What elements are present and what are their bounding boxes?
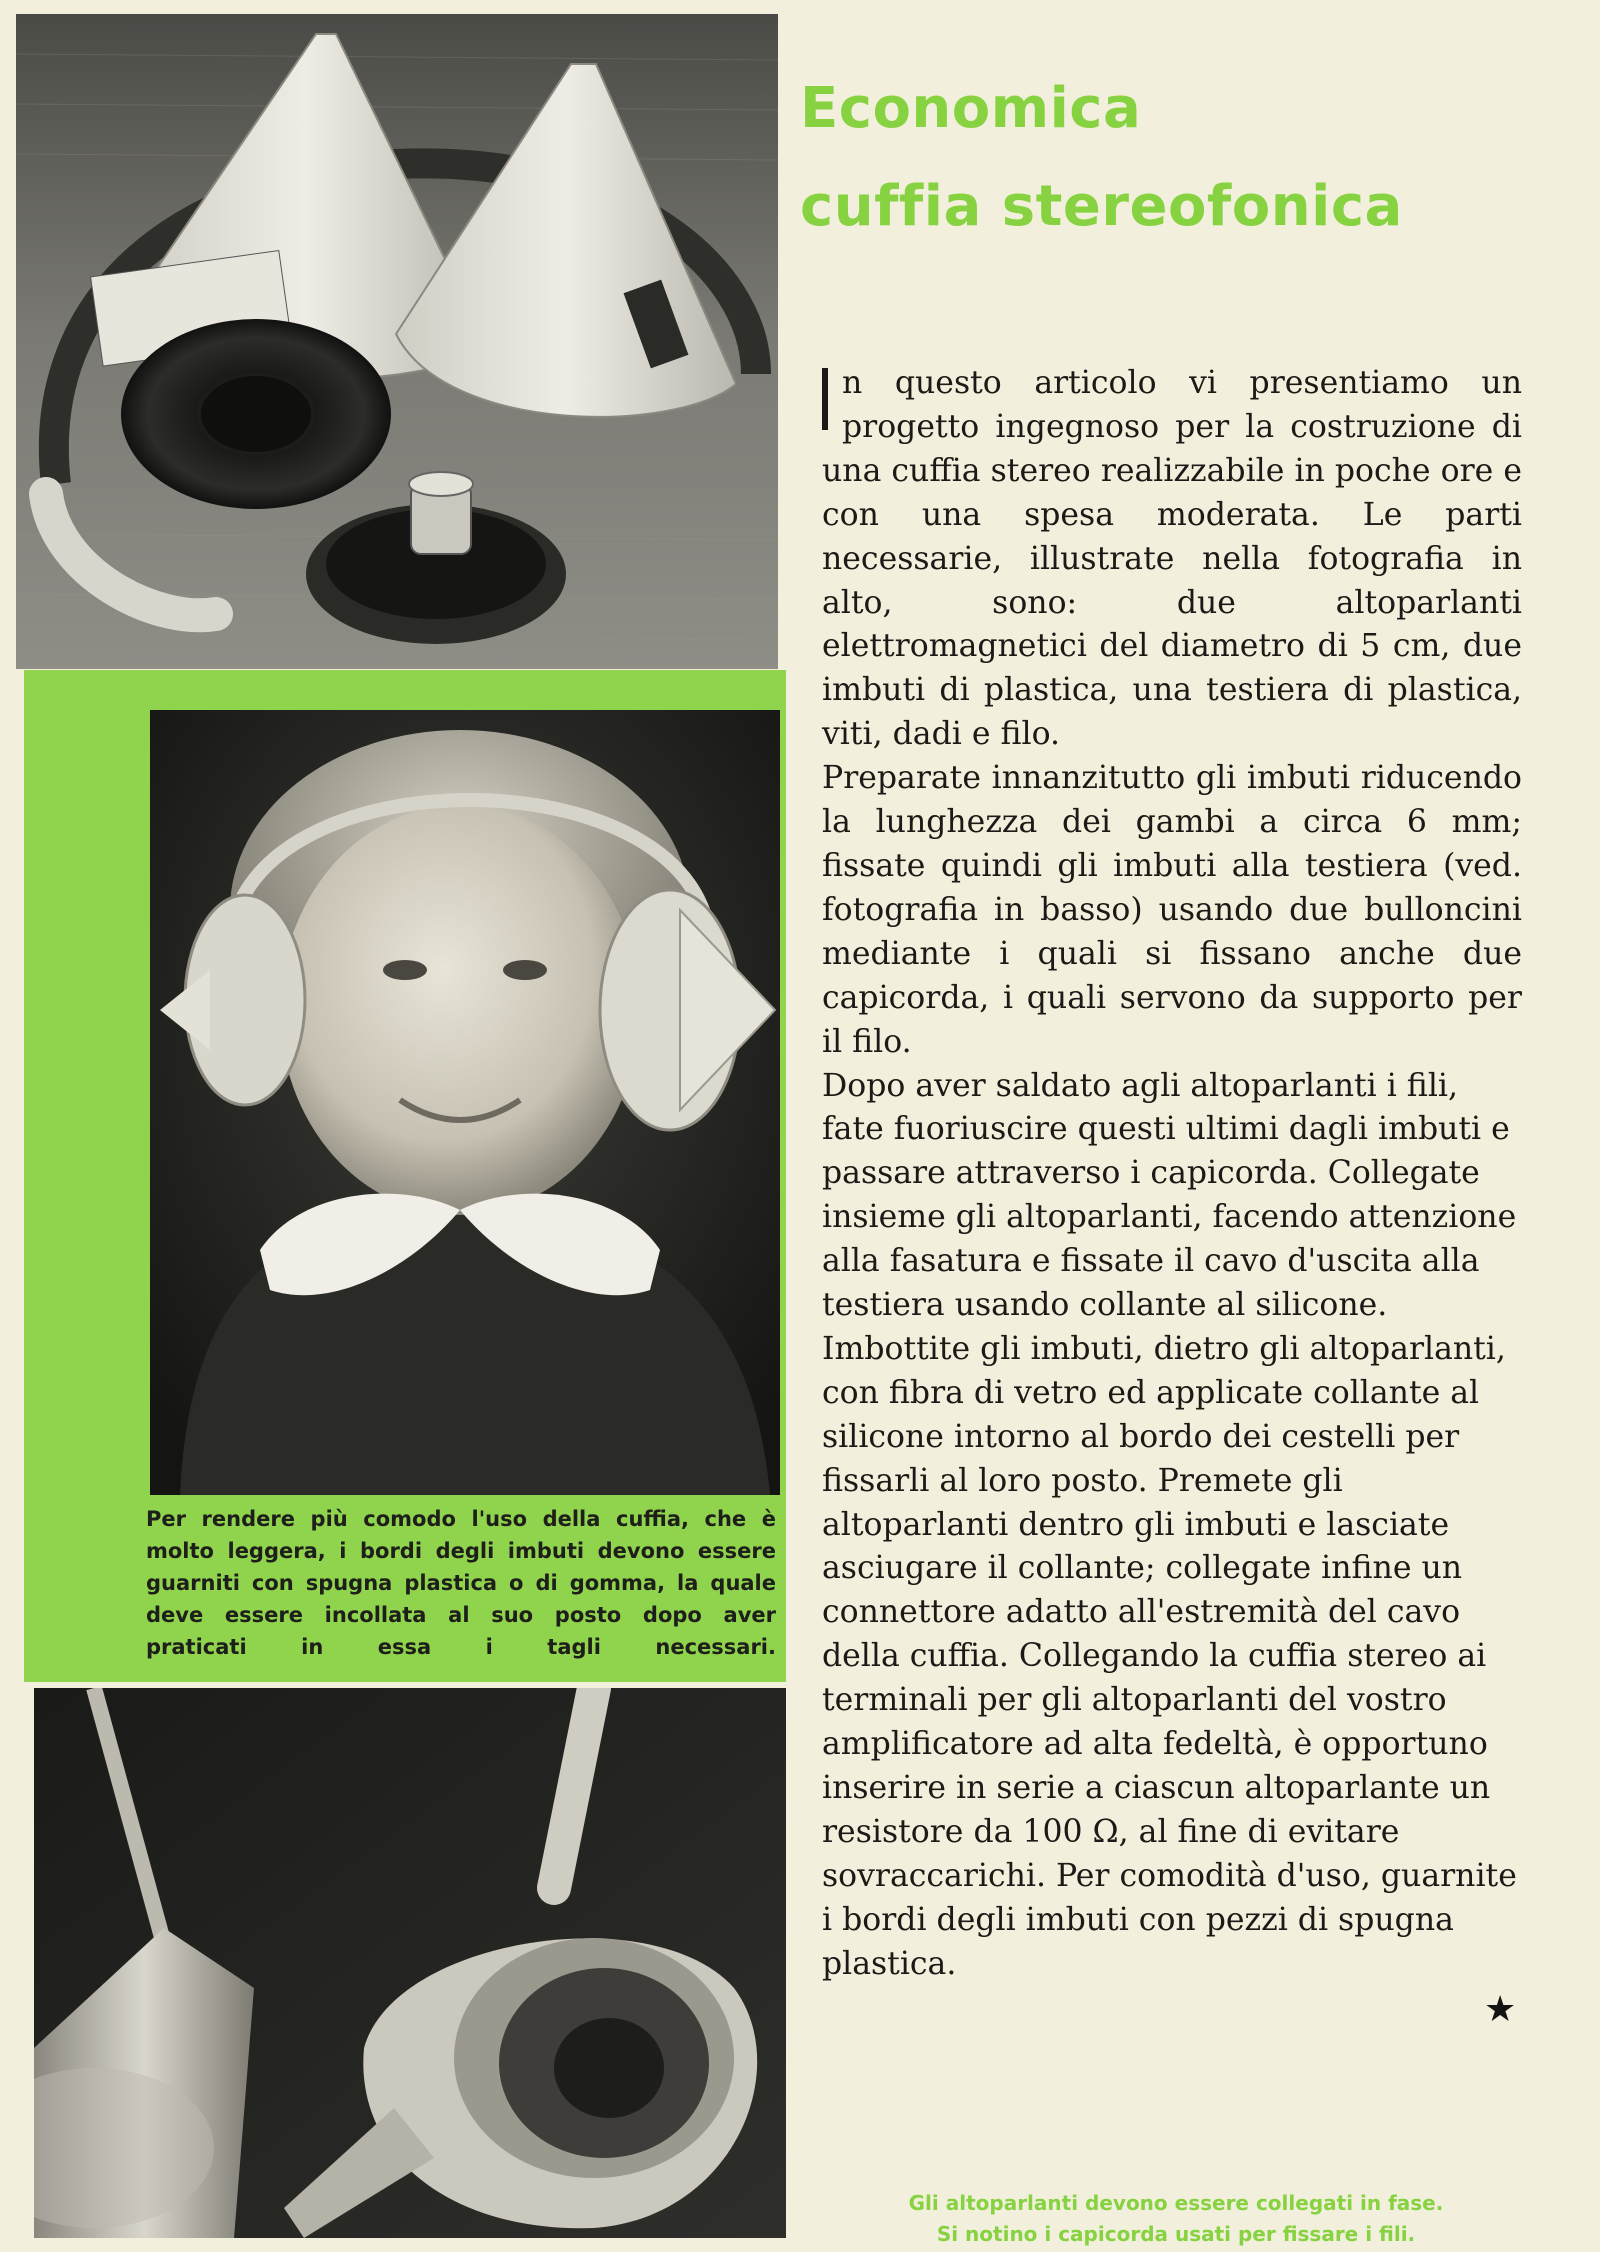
funnels-speakers-photo: [16, 14, 778, 669]
child-headphones-photo: [150, 710, 780, 1495]
paragraph-2: Preparate innanzitutto gli imbuti riducendo la lunghezza dei gambi a circa 6 mm; fissate quindi gli imbuti alla testiera (ved. fotografia in basso) usando due bulloncini mediante i quali si fissano anche due capicorda, i quali servono da supporto per il filo.: [822, 760, 1522, 1060]
end-of-article-star-icon: ★: [1484, 1989, 1517, 2030]
article-title: [800, 60, 1403, 256]
bottom-caption-line-1: Gli altoparlanti devono essere collegati in fase.: [908, 2191, 1444, 2215]
article-body: [822, 362, 1522, 1987]
bottom-caption-line-2: Si notino i capicorda usati per fissare i fili.: [936, 2222, 1416, 2246]
paragraph-1-text: n questo articolo vi presentiamo un progetto ingegnoso per la costruzione di una cuffia stereo realizzabile in poche ore e con una spesa moderata. Le parti necessarie, illustrate nella fotografia in alto, sono: due altoparlanti elettromagnetici del diametro di 5 cm, due imbuti di plastica, una testiera di plastica, viti, dadi e filo.: [822, 365, 1522, 753]
funnels-closeup-photo: [34, 1688, 786, 2238]
paragraph-1: [822, 362, 1522, 757]
dropcap-bar: [822, 368, 828, 430]
paragraph-3: Dopo aver saldato agli altoparlanti i fili, fate fuoriuscire questi ultimi dagli imbuti e passare attraverso i capicorda. Collegate insieme gli altoparlanti, facendo attenzione alla fasatura e fissate il cavo d'uscita alla testiera usando collante al silicone. Imbottite gli imbuti, dietro gli altoparlanti, con fibra di vetro ed applicate collante al silicone intorno al bordo dei cestelli per fissarli al loro posto. Premete gli altoparlanti dentro gli imbuti e lasciate asciugare il collante; collegate infine un connettore adatto all'estremità del cavo della cuffia. Collegando la cuffia stereo ai terminali per gli altoparlanti del vostro amplificatore ad alta fedeltà, è opportuno inserire in serie a ciascun altoparlante un resistore da 100 Ω, al fine di evitare sovraccarichi. Per comodità d'uso, guarnite i bordi degli imbuti con pezzi di spugna plastica.: [822, 1067, 1517, 1982]
bottom-photo-caption: [856, 2188, 1496, 2250]
title-line-2: cuffia stereofonica: [800, 174, 1403, 239]
title-line-1: Economica: [800, 76, 1142, 141]
child-photo-caption: Per rendere più comodo l'uso della cuffia, che è molto leggera, i bordi degli imbuti devono essere guarniti con spugna plastica o di gomma, la quale deve essere incollata al suo posto dopo aver praticati in essa i tagli necessari.: [146, 1507, 776, 1659]
